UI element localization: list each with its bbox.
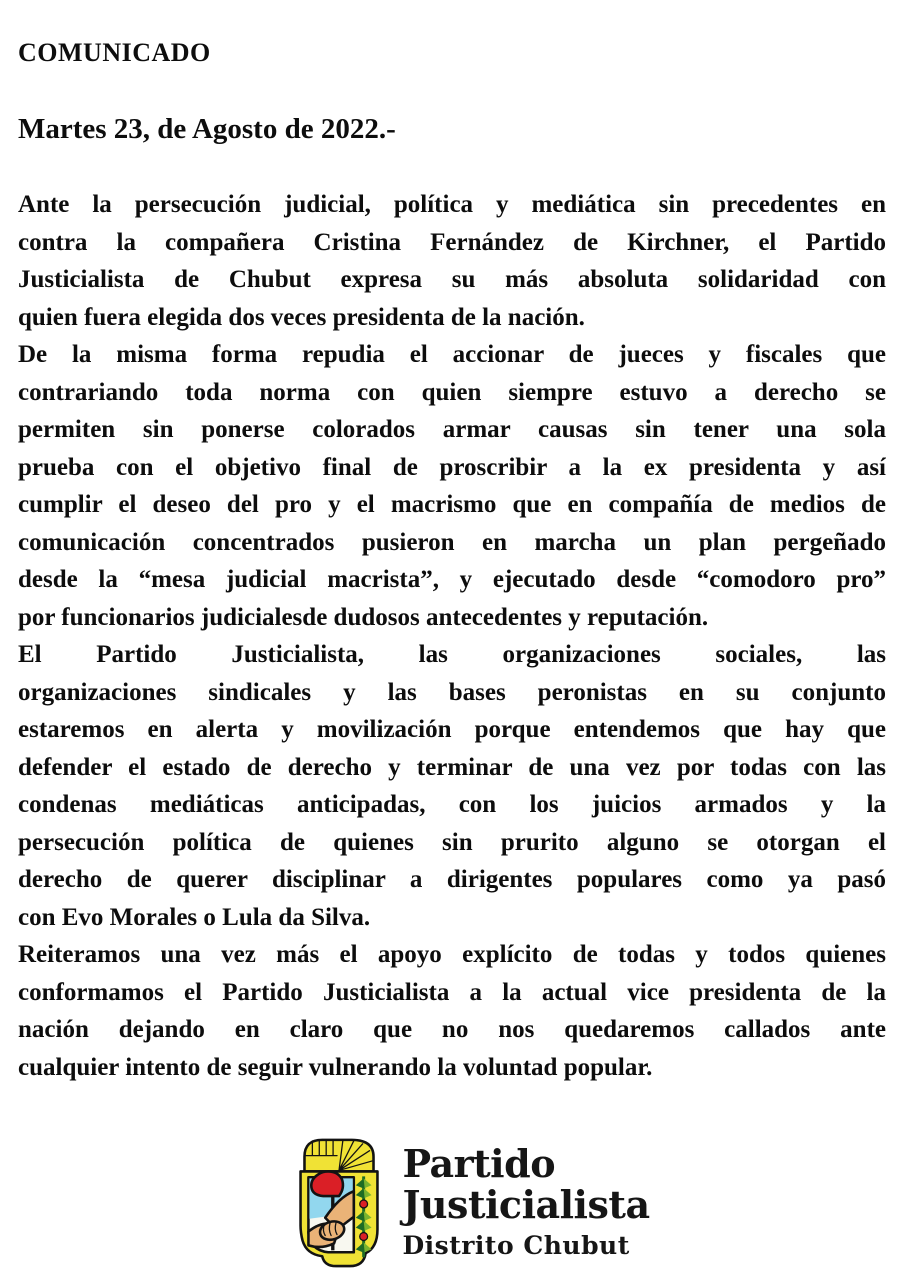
body-line: con Evo Morales o Lula da Silva. <box>18 903 371 931</box>
body-line: cualquier intento de seguir vulnerando la voluntad popular. <box>18 1053 653 1081</box>
body-line: permiten sin ponerse colorados armar causas sin tener una sola <box>18 416 886 443</box>
body-line: desde la “mesa judicial macrista”, y ejecutado desde “comodoro pro” <box>18 566 886 593</box>
body-line: derecho de querer disciplinar a dirigentes populares como ya pasó <box>18 866 886 893</box>
body-line: contra la compañera Cristina Fernández de Kirchner, el Partido <box>18 228 886 256</box>
body-line: comunicación concentrados pusieron en marcha un plan pergeñado <box>18 528 886 556</box>
body-line: conformamos el Partido Justicialista a la actual vice presidenta de la <box>18 978 886 1006</box>
body-line: De la misma forma repudia el accionar de jueces y fiscales que <box>18 341 886 368</box>
body-line: condenas mediáticas anticipadas, con los juicios armados y la <box>18 791 886 818</box>
party-logo <box>36 1130 904 1272</box>
body-line: prueba con el objetivo final de proscribir a la ex presidenta y así <box>18 453 886 481</box>
body-line: por funcionarios judicialesde dudosos antecedentes y reputación. <box>18 603 709 631</box>
body-line: persecución política de quienes sin prurito alguno se otorgan el <box>18 828 886 856</box>
document-date: Martes 23, de Agosto de 2022.- <box>18 113 396 145</box>
crown-rays <box>305 1140 374 1172</box>
body-line: Justicialista de Chubut expresa su más absoluta solidaridad con <box>18 266 886 293</box>
document-body <box>18 186 886 1086</box>
logo-district: Distrito Chubut <box>402 1230 630 1260</box>
body-line: Reiteramos una vez más el apoyo explícito de todas y todos quienes <box>18 941 886 968</box>
body-line: Ante la persecución judicial, política y mediática sin precedentes en <box>18 191 886 218</box>
body-line: organizaciones sindicales y las bases peronistas en su conjunto <box>18 678 886 706</box>
body-line: contrariando toda norma con quien siempre estuvo a derecho se <box>18 378 886 406</box>
pj-shield-emblem-icon <box>290 1130 388 1272</box>
body-line: nación dejando en claro que no nos quedaremos callados ante <box>18 1016 886 1043</box>
logo-org-name-line2: Justicialista <box>402 1181 650 1227</box>
body-line: estaremos en alerta y movilización porque entendemos que hay que <box>18 716 886 743</box>
document-title: COMUNICADO <box>18 38 211 67</box>
phrygian-cap <box>312 1171 344 1196</box>
body-line: quien fuera elegida dos veces presidenta de la nación. <box>18 303 585 331</box>
body-line: El Partido Justicialista, las organizaciones sociales, las <box>18 641 886 668</box>
body-line: cumplir el deseo del pro y el macrismo que en compañía de medios de <box>18 491 886 518</box>
body-line: defender el estado de derecho y terminar de una vez por todas con las <box>18 753 886 781</box>
logo-org-name-line1: Partido <box>402 1140 556 1186</box>
logo-text <box>402 1140 650 1260</box>
